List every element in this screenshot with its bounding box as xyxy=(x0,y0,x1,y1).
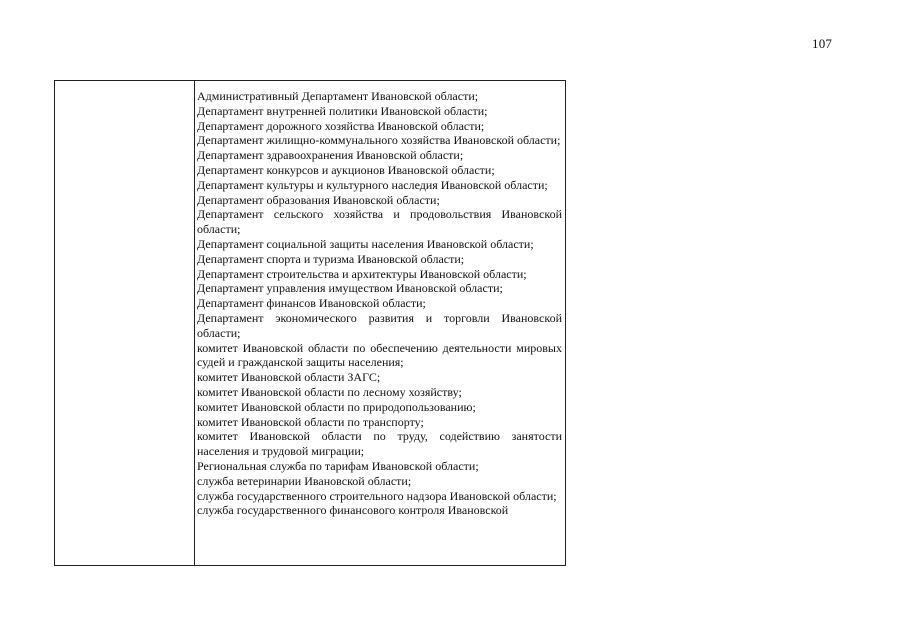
list-item: служба ветеринарии Ивановской области; xyxy=(197,473,412,488)
list-item: Департамент управления имуществом Ивановской области; xyxy=(197,281,503,296)
table-left-cell xyxy=(55,81,195,565)
list-item: Департамент социальной защиты населения Ивановской области; xyxy=(197,236,534,251)
list-item: Департамент сельского хозяйства и продовольствия Ивановской области; xyxy=(197,207,562,237)
list-item: Региональная служба по тарифам Ивановской области; xyxy=(197,458,479,473)
list-item: Департамент экономического развития и торговли Ивановской области; xyxy=(197,310,562,340)
list-item: Департамент строительства и архитектуры Ивановской области; xyxy=(197,266,527,281)
list-item: Департамент внутренней политики Ивановской области; xyxy=(197,103,488,118)
list-item: Департамент финансов Ивановской области; xyxy=(197,296,426,311)
list-item: служба государственного финансового контроля Ивановской xyxy=(197,503,509,518)
list-item: Департамент здравоохранения Ивановской области; xyxy=(197,148,464,163)
list-item: Департамент дорожного хозяйства Ивановской области; xyxy=(197,118,485,133)
list-item: комитет Ивановской области по труду, содействию занятости населения и трудовой миграции; xyxy=(197,429,562,459)
list-item: Департамент конкурсов и аукционов Ивановской области; xyxy=(197,162,495,177)
list-item: комитет Ивановской области по лесному хозяйству; xyxy=(197,384,462,399)
document-table xyxy=(54,80,566,566)
list-item: служба государственного строительного надзора Ивановской области; xyxy=(197,488,557,503)
table-right-cell xyxy=(195,81,565,565)
list-item: Департамент жилищно-коммунального хозяйства Ивановской области; xyxy=(197,133,561,148)
list-item: комитет Ивановской области ЗАГС; xyxy=(197,370,381,385)
list-item: Департамент спорта и туризма Ивановской области; xyxy=(197,251,465,266)
list-item: комитет Ивановской области по транспорту; xyxy=(197,414,424,429)
list-item: Департамент образования Ивановской области; xyxy=(197,192,440,207)
list-item: комитет Ивановской области по обеспечению деятельности мировых судей и гражданской защиты населения; xyxy=(197,340,562,370)
list-item: Департамент культуры и культурного наследия Ивановской области; xyxy=(197,177,548,192)
list-item: комитет Ивановской области по природопользованию; xyxy=(197,399,476,414)
list-item: Административный Департамент Ивановской области; xyxy=(197,89,479,103)
page-number: 107 xyxy=(812,36,833,51)
